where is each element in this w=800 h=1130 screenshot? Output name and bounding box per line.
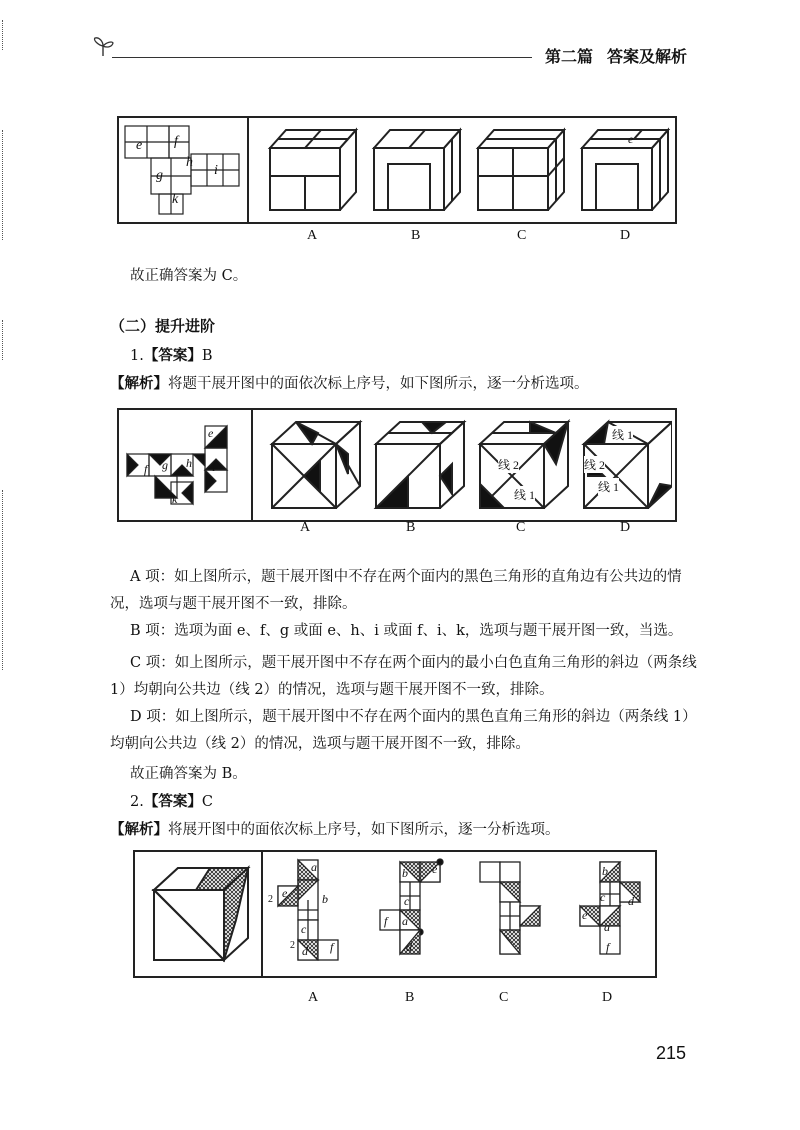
net-a-label: e [282, 886, 288, 900]
c-line-label: 线 2 [498, 458, 520, 472]
answer-tag: 【答案】 [143, 348, 202, 364]
net-d-label: b [602, 864, 608, 878]
option-label-d: D [620, 520, 631, 535]
option-label-d: D [620, 228, 631, 243]
net-label: k [172, 492, 178, 506]
d-line-label: 线 2 [584, 458, 606, 472]
net-a-label: f [330, 940, 334, 954]
sprout-icon [90, 36, 116, 58]
analysis-text: 将题干展开图中的面依次标上序号，如下图所示，逐一分析选项。 [168, 376, 589, 392]
margin-mark [2, 20, 6, 50]
net-a-label: d [302, 944, 308, 958]
figure-divider [261, 852, 263, 976]
option-label-a: A [300, 520, 311, 535]
margin-mark [2, 490, 6, 670]
net-label: f [144, 462, 148, 476]
answer-value: B [201, 348, 213, 364]
figure-2-cubes [262, 414, 672, 516]
d-line-label: 线 1 [612, 428, 634, 442]
option-label-a: A [308, 990, 319, 1005]
net-label: g [162, 458, 168, 472]
net-label: g [156, 168, 163, 183]
option-b-explanation: B 项：选项为面 e、f、g 或面 e、h、i 或面 f、i、k，选项与题干展开图一致，当选。 [130, 623, 683, 639]
net-label: i [212, 460, 216, 474]
question-number: 1. [130, 348, 144, 364]
net-label: h [186, 155, 193, 170]
net-a-label: b [322, 892, 328, 906]
answer-line: 故正确答案为 B。 [130, 766, 247, 782]
option-label-b: B [406, 520, 416, 535]
figure-divider [251, 410, 253, 520]
analysis-tag: 【解析】 [110, 822, 168, 838]
net-b-label: b [402, 866, 408, 880]
figure-1-net [119, 118, 247, 222]
option-label-c: C [517, 228, 527, 243]
question-1-analysis [110, 374, 589, 394]
figure-divider [247, 118, 249, 222]
net-d-label: a [604, 920, 610, 934]
net-a-label: a [311, 860, 317, 874]
net-d-label: e [582, 908, 588, 922]
page-number: 215 [656, 1043, 687, 1063]
header-rule [112, 57, 532, 58]
option-label-b: B [405, 990, 415, 1005]
option-label-b: B [411, 228, 421, 243]
option-label-d: D [602, 990, 613, 1005]
margin-mark [2, 320, 6, 360]
question-2-analysis [110, 820, 560, 840]
net-a-mark: 2 [268, 894, 273, 905]
question-1-answer [130, 346, 213, 366]
figure-1-cubes [262, 124, 672, 220]
header-title [545, 44, 687, 67]
net-a-label: c [301, 922, 307, 936]
question-2-answer [130, 792, 213, 812]
figure-3-cube [140, 860, 258, 968]
answer-tag: 【答案】 [143, 794, 202, 810]
net-b-label: d [406, 940, 412, 954]
net-d-label: c [600, 890, 606, 904]
section-heading: （二）提升进阶 [110, 317, 216, 335]
net-d-label: d [628, 894, 634, 908]
figure-2-net [119, 410, 251, 516]
analysis-text: 将展开图中的面依次标上序号，如下图所示，逐一分析选项。 [168, 822, 560, 838]
answer-line: 故正确答案为 C。 [130, 268, 248, 284]
option-label-a: A [307, 228, 318, 243]
net-a-mark: 2 [290, 940, 295, 951]
net-d-label: f [606, 940, 610, 954]
net-label: e [136, 138, 143, 153]
option-d-explanation: D 项：如上图所示，题干展开图中不存在两个面内的黑色直角三角形的斜边（两条线 1）均朝向公共边（线 2）的情况，选项与题干展开图不一致，排除。 [110, 709, 697, 752]
net-label: i [214, 163, 218, 178]
net-label: h [186, 456, 192, 470]
net-b-label: f [384, 914, 388, 928]
margin-mark [2, 130, 6, 240]
cube-d-label: e [628, 132, 634, 146]
header-section: 第二篇 [545, 47, 594, 66]
option-label-c: C [516, 520, 526, 535]
header-chapter: 答案及解析 [607, 47, 688, 66]
net-label: k [172, 192, 179, 207]
option-label-c: C [499, 990, 509, 1005]
d-line-label: 线 1 [598, 480, 620, 494]
net-b-label: c [404, 894, 410, 908]
net-b-label: e [432, 862, 438, 876]
c-line-label: 线 1 [514, 488, 536, 502]
net-b-label: a [402, 914, 408, 928]
figure-3-nets [270, 856, 650, 966]
answer-value: C [201, 794, 213, 810]
question-number: 2. [130, 794, 144, 810]
net-label: f [174, 134, 178, 149]
option-c-explanation: C 项：如上图所示，题干展开图中不存在两个面内的最小白色直角三角形的斜边（两条线 1）均朝向公共边（线 2）的情况，选项与题干展开图不一致，排除。 [110, 655, 697, 698]
analysis-tag: 【解析】 [110, 376, 168, 392]
option-a-explanation: A 项：如上图所示，题干展开图中不存在两个面内的黑色三角形的直角边有公共边的情况，选项与题干展开图不一致，排除。 [110, 569, 682, 612]
net-label: e [208, 426, 214, 440]
